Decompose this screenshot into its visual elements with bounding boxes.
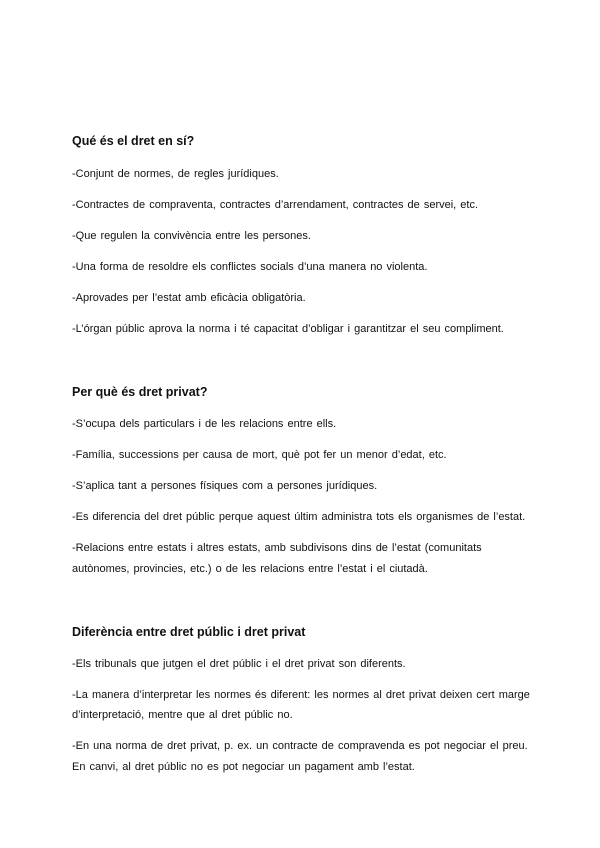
section-3-line-5: En canvi, al dret públic no es pot negociar un pagament amb l’estat. <box>72 761 415 773</box>
section-1-line-3: -Que regulen la convivència entre les persones. <box>72 230 311 242</box>
section-2-line-3: -S’aplica tant a persones físiques com a persones jurídiques. <box>72 480 378 492</box>
section-1-line-2: -Contractes de compraventa, contractes d’arrendament, contractes de servei, etc. <box>72 199 479 211</box>
section-heading-private-law: Per què és dret privat? <box>72 385 208 399</box>
section-3-line-1: -Els tribunals que jutgen el dret públic i el dret privat son diferents. <box>72 658 406 670</box>
section-heading-what-is-law: Qué és el dret en sí? <box>72 134 195 148</box>
section-2-line-2: -Família, successions per causa de mort, què pot fer un menor d’edat, etc. <box>72 449 447 461</box>
section-heading-public-vs-private: Diferència entre dret públic i dret privat <box>72 625 306 639</box>
section-2-line-6: autònomes, provincies, etc.) o de les relacions entre l’estat i el ciutadà. <box>72 563 428 575</box>
section-3-line-4: -En una norma de dret privat, p. ex. un contracte de compravenda es pot negociar el preu. <box>72 740 528 752</box>
section-1-line-1: -Conjunt de normes, de regles jurídiques. <box>72 168 279 180</box>
section-3-line-3: d’interpretació, mentre que al dret públic no. <box>72 709 293 721</box>
section-1-line-6: -L’órgan públic aprova la norma i té capacitat d’obligar i garantitzar el seu compliment. <box>72 323 504 335</box>
section-2-line-4: -Es diferencia del dret públic perque aquest últim administra tots els organismes de l’estat. <box>72 511 526 523</box>
section-1-line-5: -Aprovades per l’estat amb eficàcia obligatòria. <box>72 292 306 304</box>
section-2-line-1: -S’ocupa dels particulars i de les relacions entre ells. <box>72 418 337 430</box>
section-1-line-4: -Una forma de resoldre els conflictes socials d’una manera no violenta. <box>72 261 428 273</box>
section-3-line-2: -La manera d’interpretar les normes és diferent: les normes al dret privat deixen cert marge <box>72 689 530 701</box>
section-2-line-5: -Relacions entre estats i altres estats, amb subdivisons dins de l’estat (comunitats <box>72 542 482 554</box>
